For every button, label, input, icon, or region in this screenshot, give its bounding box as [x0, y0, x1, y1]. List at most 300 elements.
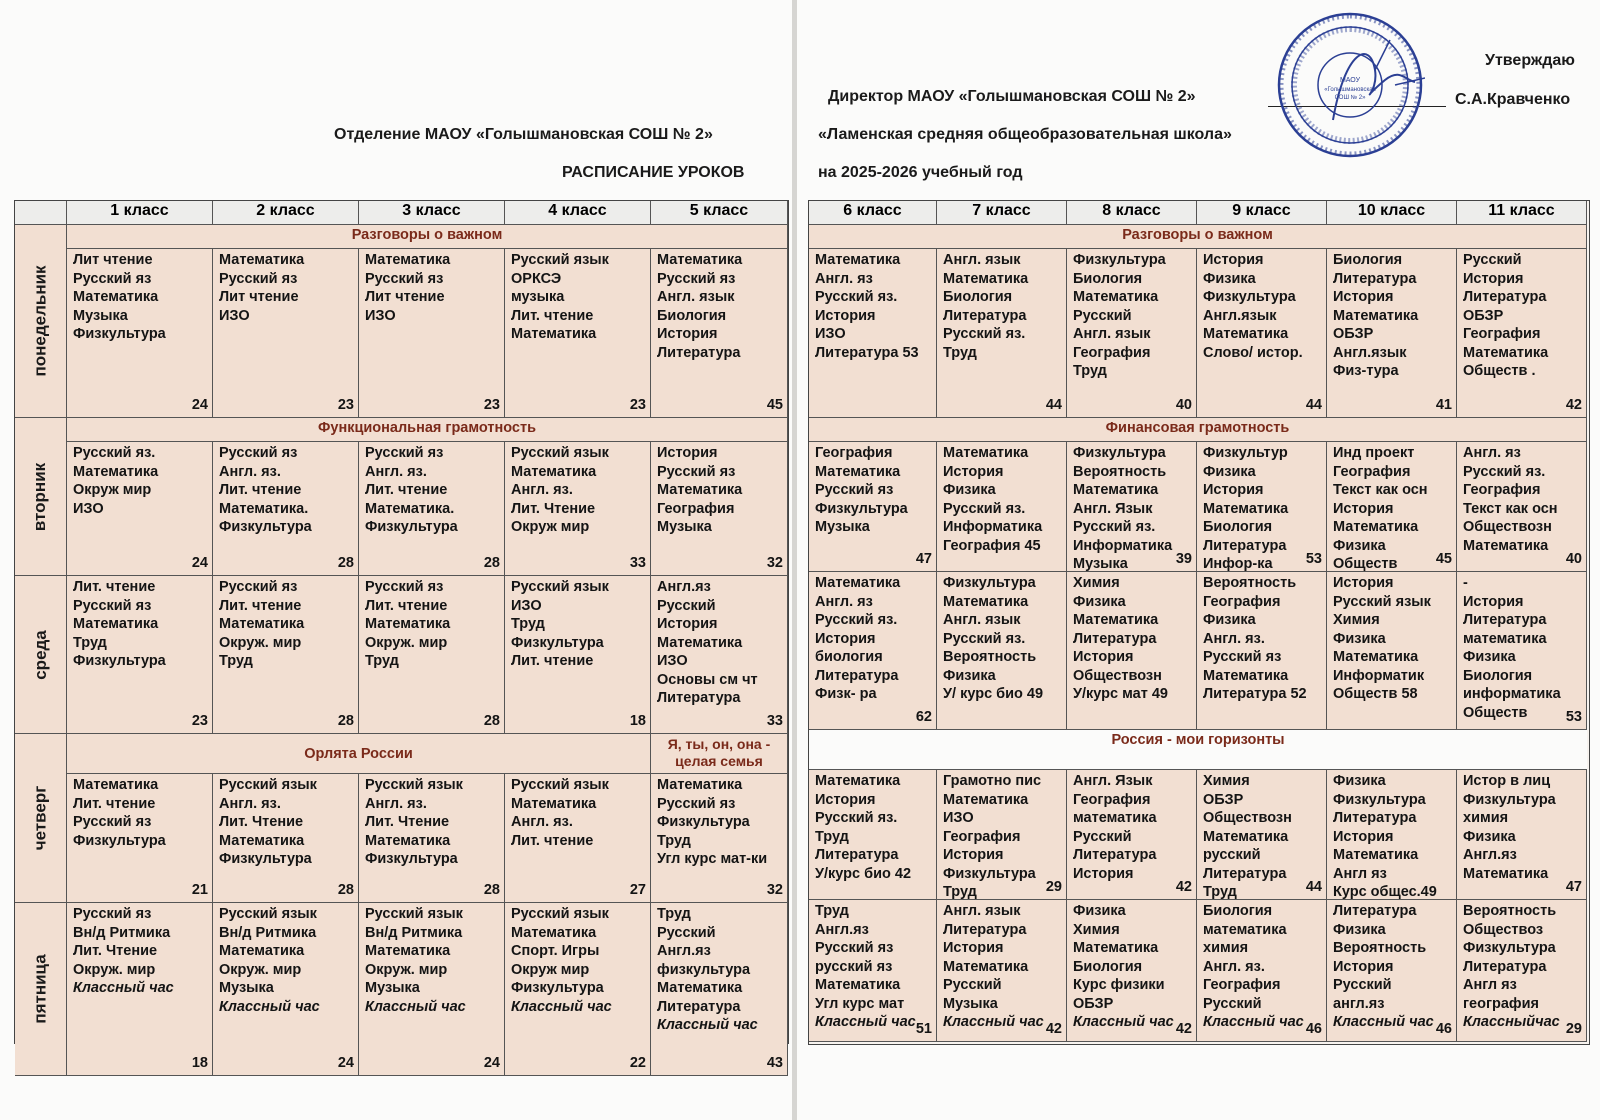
lesson-entry: Биология [1203, 903, 1273, 919]
lesson-entry: Русский [1463, 252, 1522, 268]
lesson-entry: Музыка [73, 307, 128, 324]
class-hour-entry: Классный час [219, 998, 320, 1015]
weekly-load-number: 46 [1305, 1021, 1322, 1037]
lesson-entry: Труд [943, 344, 977, 361]
weekly-load-number: 47 [915, 551, 932, 567]
lesson-entry: Математика [943, 958, 1029, 975]
lesson-entry: Физика [1463, 649, 1516, 665]
lesson-entry: Математика. [219, 500, 309, 517]
lesson-entry: Русский яз. [815, 612, 898, 628]
weekly-load-number: 28 [483, 713, 500, 729]
school-year: на 2025-2026 учебный год [818, 164, 1023, 181]
left-cell-day5-col4 [505, 903, 651, 1076]
lesson-entry: Физкультура [943, 575, 1036, 591]
lesson-entry: Биология [1073, 958, 1143, 975]
lesson-entry: История [1333, 958, 1394, 975]
lesson-entry: История [943, 463, 1004, 480]
lesson-entry: Русский [1073, 828, 1132, 845]
lesson-entry: русский [1203, 847, 1261, 863]
left-cell-day1-col1 [67, 249, 213, 418]
svg-text:СОШ № 2»: СОШ № 2» [1334, 95, 1366, 101]
lesson-entry: ИЗО [943, 810, 974, 826]
weekly-load-number: 23 [337, 397, 354, 413]
lesson-entry: Математика [219, 832, 305, 849]
lesson-entry: Физика [1073, 593, 1126, 610]
lesson-entry: Математика [1463, 537, 1549, 554]
weekly-load-number: 33 [629, 555, 646, 571]
lesson-entry: Математика [657, 252, 743, 268]
lesson-entry: Музыка [943, 995, 998, 1012]
lesson-entry: Физика [943, 667, 996, 684]
lesson-entry: Англ. яз [815, 270, 873, 287]
lesson-entry: Математика [1333, 847, 1419, 863]
lesson-entry: Физкультур [1203, 445, 1288, 461]
right-cell-day2-col5 [1327, 442, 1457, 572]
page-fold [792, 0, 797, 1120]
weekly-load-number: 45 [1435, 551, 1452, 567]
lesson-entry: Окруж мир [511, 519, 590, 535]
lesson-entry: Русский яз [365, 270, 444, 287]
lesson-entry: География [1463, 326, 1541, 342]
day-monday: понедельник [15, 225, 67, 418]
lesson-entry: Физкультура [219, 519, 312, 535]
lesson-entry: химия [1463, 810, 1509, 826]
lesson-entry: Лит. чтение [73, 579, 156, 595]
lesson-entry: Русский язык [511, 906, 609, 922]
left-cell-day2-col1 [67, 442, 213, 576]
lesson-entry: Математика [815, 773, 901, 789]
class-hour-entry: Классный час [1203, 1014, 1304, 1030]
lesson-entry: История [1073, 865, 1134, 882]
lesson-entry: Русский язык [511, 445, 609, 461]
class-header-5: 5 класс [651, 201, 788, 225]
lesson-entry: Англ. яз. [511, 814, 573, 830]
lesson-entry: Физкультура [943, 865, 1036, 882]
weekly-load-number: 23 [191, 713, 208, 729]
day-friday: пятница [15, 903, 67, 1076]
lesson-entry: Математика [943, 593, 1029, 610]
lesson-entry: Математика [365, 252, 451, 268]
lesson-entry: Физика [1333, 537, 1386, 554]
right-cell-day3-col3 [1067, 572, 1197, 730]
lesson-entry: Русский яз [73, 906, 152, 922]
lesson-entry: Лит чтение [219, 289, 299, 305]
lesson-entry: История [1463, 270, 1524, 287]
left-cell-day1-col5 [651, 249, 788, 418]
lesson-entry: Англ. Язык [1073, 773, 1153, 789]
lesson-entry: Окруж. мир [365, 961, 448, 978]
lesson-entry: Вн/д Ритмика [365, 924, 463, 941]
lesson-entry: Литература [1333, 270, 1417, 287]
banner-thursday: Орлята России [67, 734, 651, 774]
weekly-load-number: 51 [915, 1021, 932, 1037]
class-hour-entry: Классный час [1333, 1014, 1434, 1030]
lesson-entry: Литература [943, 921, 1027, 938]
lesson-entry: Инд проект [1333, 445, 1415, 461]
lesson-entry: История [1333, 575, 1394, 591]
lesson-entry: Русский яз [73, 814, 152, 830]
weekly-load-number: 28 [337, 555, 354, 571]
lesson-entry: Русский язык [1333, 593, 1431, 610]
lesson-entry: История [943, 847, 1004, 863]
lesson-entry: У/курс мат 49 [1073, 686, 1168, 702]
weekly-load-number: 29 [1045, 879, 1062, 895]
left-cell-day3-col1 [67, 576, 213, 734]
lesson-entry: Лит. чтение [73, 795, 156, 812]
lesson-entry: Литература [657, 690, 741, 706]
right-cell-day1-col5 [1327, 249, 1457, 418]
lesson-entry: Физк- ра [815, 686, 877, 702]
left-cell-day2-col3 [359, 442, 505, 576]
lesson-entry: Русский яз [815, 940, 894, 956]
class-header-11: 11 класс [1457, 201, 1587, 225]
right-cell-day2-col2 [937, 442, 1067, 572]
left-cell-day4-col5 [651, 774, 788, 903]
lesson-entry: Музыка [815, 519, 870, 535]
lesson-entry: информатика [1463, 686, 1561, 702]
weekly-load-number: 24 [337, 1055, 354, 1071]
lesson-entry: Русский [943, 977, 1002, 993]
right-schedule-grid [808, 200, 1590, 1045]
lesson-entry: Англ яз [1463, 977, 1517, 993]
lesson-entry: Русский яз [219, 445, 298, 461]
weekly-load-number: 45 [766, 397, 783, 413]
lesson-entry: математика [1203, 921, 1287, 938]
right-cell-day4-col6 [1457, 770, 1587, 900]
lesson-entry: Англ. яз. [1203, 958, 1265, 975]
lesson-entry: Англ. язык [943, 252, 1021, 268]
weekly-load-number: 40 [1565, 551, 1582, 567]
branch-title: Отделение МАОУ «Голышмановская СОШ № 2» [334, 126, 713, 143]
lesson-entry: Физика [1203, 270, 1256, 287]
lesson-entry: История [657, 616, 718, 632]
lesson-entry: Литература [815, 667, 899, 684]
lesson-entry: Математика [1463, 865, 1549, 882]
lesson-entry: История [815, 307, 876, 324]
banner-thursday-right: Россия - мои горизонты [809, 730, 1587, 770]
lesson-entry: Англ. язык [657, 289, 735, 305]
lesson-entry: Математика [657, 634, 743, 651]
lesson-entry: Русский яз. [943, 500, 1026, 517]
lesson-entry: Биология [657, 307, 727, 324]
class-header-1: 1 класс [67, 201, 213, 225]
right-cell-day2-col6 [1457, 442, 1587, 572]
lesson-entry: Физика [1333, 630, 1386, 647]
lesson-entry: Труд [219, 653, 253, 669]
lesson-entry: Физкультура [219, 851, 312, 867]
lesson-entry: Основы см чт [657, 671, 758, 688]
lesson-entry: География 45 [943, 537, 1041, 554]
lesson-entry: Русский яз [657, 795, 736, 812]
lesson-entry: Математика [815, 252, 901, 268]
lesson-entry: Русский яз [219, 270, 298, 287]
lesson-entry: Русский [657, 924, 716, 941]
left-cell-day2-col4 [505, 442, 651, 576]
weekly-load-number: 28 [337, 713, 354, 729]
right-cell-day3-col5 [1327, 572, 1457, 730]
lesson-entry: Окруж. мир [219, 634, 302, 651]
lesson-entry: Лит. чтение [219, 597, 302, 614]
lesson-entry: Обществ [1463, 704, 1528, 721]
lesson-entry: Информатика [943, 519, 1043, 535]
lesson-entry: Текст как осн [1333, 482, 1428, 498]
lesson-entry: Слово/ истор. [1203, 344, 1303, 361]
lesson-entry: Русский яз. [73, 445, 156, 461]
left-cell-day3-col4 [505, 576, 651, 734]
class-header-10: 10 класс [1327, 201, 1457, 225]
lesson-entry: Русский яз [815, 482, 894, 498]
lesson-entry: Труд [815, 903, 849, 919]
lesson-entry: Лит. чтение [511, 653, 594, 669]
lesson-entry: Лит. чтение [365, 597, 448, 614]
weekly-load-number: 22 [629, 1055, 646, 1071]
weekly-load-number: 32 [766, 555, 783, 571]
lesson-entry: Литература [1203, 865, 1287, 882]
right-cell-day3-col6 [1457, 572, 1587, 730]
lesson-entry: Физкультура [1463, 940, 1556, 956]
lesson-entry: Биология [943, 289, 1013, 305]
lesson-entry: Физкультура [511, 634, 604, 651]
lesson-entry: Музыка [219, 980, 274, 996]
lesson-entry: Англ.яз [657, 579, 711, 595]
right-cell-day5-col2 [937, 900, 1067, 1042]
lesson-entry: Литература 52 [1203, 686, 1307, 702]
lesson-entry: Труд [73, 634, 107, 651]
lesson-entry: Англ.яз [815, 921, 869, 938]
lesson-entry: Труд [657, 832, 691, 849]
lesson-entry: Англ яз [1333, 865, 1387, 882]
lesson-entry: Математика [1463, 344, 1549, 361]
lesson-entry: - [1463, 575, 1468, 591]
lesson-entry: Вероятность [1463, 903, 1557, 919]
lesson-entry: ОБЗР [1073, 995, 1114, 1012]
lesson-entry: География [1073, 344, 1151, 361]
lesson-entry: География [1203, 977, 1281, 993]
right-cell-day5-col5 [1327, 900, 1457, 1042]
lesson-entry: История [1333, 289, 1394, 305]
lesson-entry: Физкультура [73, 832, 166, 849]
lesson-entry: Физика [943, 482, 996, 498]
lesson-entry: Англ. яз. [365, 795, 427, 812]
lesson-entry: Математика [1203, 500, 1289, 517]
lesson-entry: биология [815, 649, 883, 665]
lesson-entry: Русский яз. [815, 289, 898, 305]
right-cell-day4-col1 [809, 770, 937, 900]
weekly-load-number: 23 [483, 397, 500, 413]
lesson-entry: Математика [73, 777, 159, 793]
weekly-load-number: 42 [1175, 879, 1192, 895]
lesson-entry: ИЗО [657, 653, 688, 669]
lesson-entry: Математика. [365, 500, 455, 517]
lesson-entry: Англ. язык [1073, 326, 1151, 342]
weekly-load-number: 62 [915, 709, 932, 725]
lesson-entry: Грамотно пис [943, 773, 1042, 789]
lesson-entry: Математика [1333, 649, 1419, 665]
lesson-entry: Математика [815, 463, 901, 480]
class-hour-entry: Классный час [943, 1014, 1044, 1030]
lesson-entry: Англ.язык [1333, 344, 1407, 361]
lesson-entry: Физкультура [365, 519, 458, 535]
lesson-entry: Текст как осн [1463, 500, 1558, 517]
lesson-entry: История [1073, 649, 1134, 665]
lesson-entry: Музыка [657, 519, 712, 535]
lesson-entry: Физика [1203, 463, 1256, 480]
right-cell-day1-col2 [937, 249, 1067, 418]
lesson-entry: Физкультура [1463, 791, 1556, 808]
lesson-entry: Лит. чтение [511, 832, 594, 849]
lesson-entry: История [1203, 252, 1264, 268]
lesson-entry: Математика [657, 777, 743, 793]
lesson-entry: физкультура [657, 961, 751, 978]
lesson-entry: Химия [1073, 575, 1120, 591]
right-cell-day2-col4 [1197, 442, 1327, 572]
lesson-entry: Математика [657, 980, 743, 996]
lesson-entry: География [943, 828, 1021, 845]
lesson-entry: Математика [657, 482, 743, 498]
left-cell-day3-col5 [651, 576, 788, 734]
weekly-load-number: 33 [766, 713, 783, 729]
lesson-entry: Математика [1073, 289, 1159, 305]
lesson-entry: Обществ [1333, 556, 1398, 572]
lesson-entry: Математика [511, 795, 597, 812]
lesson-entry: Математика [219, 616, 305, 632]
lesson-entry: Математика [365, 943, 451, 959]
weekly-load-number: 32 [766, 882, 783, 898]
lesson-entry: Русский язык [365, 906, 463, 922]
weekly-load-number: 24 [191, 397, 208, 413]
weekly-load-number: 23 [629, 397, 646, 413]
lesson-entry: Литература [1463, 958, 1547, 975]
lesson-entry: Биология [1333, 252, 1403, 268]
lesson-entry: Англ.яз [657, 943, 711, 959]
lesson-entry: Музыка [365, 980, 420, 996]
lesson-entry: История [1333, 828, 1394, 845]
schedule-title: РАСПИСАНИЕ УРОКОВ [562, 164, 745, 181]
class-header-7: 7 класс [937, 201, 1067, 225]
class-header-8: 8 класс [1067, 201, 1197, 225]
lesson-entry: Окруж мир [511, 961, 590, 978]
right-cell-day1-col4 [1197, 249, 1327, 418]
lesson-entry: Вероятность [943, 649, 1037, 665]
banner-monday: Разговоры о важном [67, 225, 788, 249]
left-cell-day4-col2 [213, 774, 359, 903]
lesson-entry: Лит. чтение [365, 482, 448, 498]
lesson-entry: Англ. яз. [511, 482, 573, 498]
svg-text:«Голышмановская: «Голышмановская [1324, 87, 1376, 93]
banner-tuesday-right: Финансовая грамотность [809, 418, 1587, 442]
lesson-entry: Литература 53 [815, 344, 919, 361]
lesson-entry: Труд [511, 616, 545, 632]
right-cell-day2-col1 [809, 442, 937, 572]
lesson-entry: Математика [1203, 326, 1289, 342]
class-header-9: 9 класс [1197, 201, 1327, 225]
day-tuesday: вторник [15, 418, 67, 576]
lesson-entry: Математика [219, 943, 305, 959]
lesson-entry: Математика [511, 924, 597, 941]
official-stamp-seal [1275, 10, 1425, 160]
lesson-entry: Англ. Язык [1073, 500, 1153, 517]
lesson-entry: Спорт. Игры [511, 943, 600, 959]
lesson-entry: История [943, 940, 1004, 956]
lesson-entry: Курс общес.49 [1333, 884, 1437, 900]
class-hour-entry: Классный час [1073, 1014, 1174, 1030]
lesson-entry: Математика [943, 445, 1029, 461]
lesson-entry: Литература [1073, 630, 1157, 647]
lesson-entry: Вероятность [1203, 575, 1297, 591]
weekly-load-number: 47 [1565, 879, 1582, 895]
lesson-entry: ИЗО [815, 326, 846, 342]
lesson-entry: Биология [1463, 667, 1533, 684]
weekly-load-number: 40 [1175, 397, 1192, 413]
lesson-entry: Вн/д Ритмика [219, 924, 317, 941]
lesson-entry: Математика [815, 977, 901, 993]
right-cell-day5-col6 [1457, 900, 1587, 1042]
banner-tuesday: Функциональная грамотность [67, 418, 788, 442]
lesson-entry: Лит. Чтение [511, 500, 596, 517]
lesson-entry: Информатик [1333, 667, 1425, 684]
weekly-load-number: 42 [1175, 1021, 1192, 1037]
lesson-entry: Литература [657, 344, 741, 361]
lesson-entry: Литература [657, 998, 741, 1015]
lesson-entry: Русский яз [73, 270, 152, 287]
lesson-entry: Русский язык [511, 777, 609, 793]
lesson-entry: Русский яз [365, 579, 444, 595]
right-cell-day4-col5 [1327, 770, 1457, 900]
lesson-entry: Русский язык [219, 777, 317, 793]
weekly-load-number: 42 [1565, 397, 1582, 413]
lesson-entry: География [657, 500, 735, 517]
lesson-entry: ИЗО [511, 597, 542, 614]
right-cell-day4-col4 [1197, 770, 1327, 900]
lesson-entry: Физика [1463, 828, 1516, 845]
left-cell-day5-col1 [67, 903, 213, 1076]
lesson-entry: Труд [365, 653, 399, 669]
lesson-entry: Труд [1073, 363, 1107, 379]
class-header-6: 6 класс [809, 201, 937, 225]
lesson-entry: ОРКСЭ [511, 270, 562, 287]
lesson-entry: Математика [1333, 519, 1419, 535]
left-cell-day2-col5 [651, 442, 788, 576]
lesson-entry: Вн/д Ритмика [73, 924, 171, 941]
lesson-entry: Физкультура [815, 500, 908, 517]
right-cell-day5-col3 [1067, 900, 1197, 1042]
day-thursday: четверг [15, 734, 67, 903]
left-cell-day1-col4 [505, 249, 651, 418]
lesson-entry: Труд [815, 828, 849, 845]
lesson-entry: Англ. яз [815, 593, 873, 610]
lesson-entry: Литература [1073, 847, 1157, 863]
lesson-entry: математика [1073, 810, 1157, 826]
lesson-entry: Литература [815, 847, 899, 863]
lesson-entry: Курс физики [1073, 977, 1165, 993]
weekly-load-number: 29 [1565, 1021, 1582, 1037]
weekly-load-number: 44 [1305, 879, 1322, 895]
lesson-entry: Литература [943, 307, 1027, 324]
class-hour-entry: Классный час [815, 1014, 916, 1030]
weekly-load-number: 44 [1305, 397, 1322, 413]
lesson-entry: Русский яз. [943, 630, 1026, 647]
lesson-entry: англ.яз [1333, 995, 1385, 1012]
class-header-2: 2 класс [213, 201, 359, 225]
left-cell-day5-col2 [213, 903, 359, 1076]
lesson-entry: Математика [1073, 940, 1159, 956]
weekly-load-number: 46 [1435, 1021, 1452, 1037]
lesson-entry: Лит. чтение [219, 482, 302, 498]
lesson-entry: Русский яз. [1073, 519, 1156, 535]
lesson-entry: У/ курс био 49 [943, 686, 1044, 702]
lesson-entry: география [1463, 995, 1539, 1012]
lesson-entry: Физ-тура [1333, 363, 1399, 379]
